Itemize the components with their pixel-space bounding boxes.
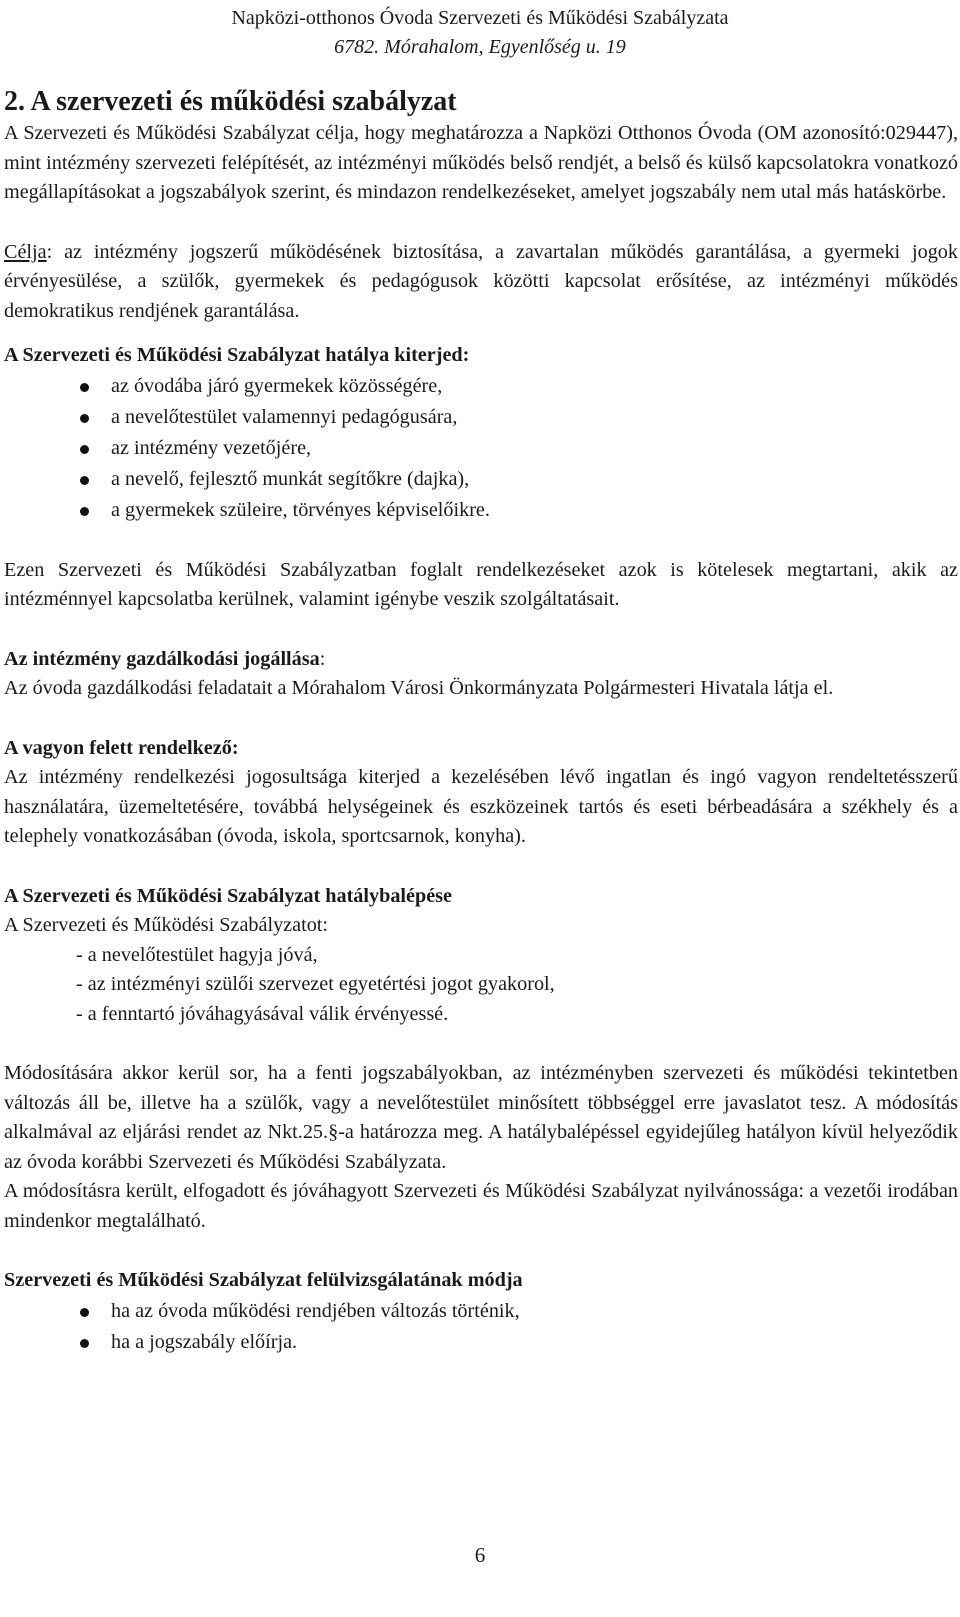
bullet-icon xyxy=(80,1308,89,1317)
list-item xyxy=(4,1327,958,1358)
list-item xyxy=(4,402,958,433)
intro-paragraph: A Szervezeti és Működési Szabályzat célja, hogy meghatározza a Napközi Otthonos Óvoda (OM azonosító:029447), mint intézmény szervezeti felépítését, az intézményi működés belső rendjét, a belső és külső kapcsolatokra vonatkozó megállapításokat a jogszabályok szerint, és mindazon rendelkezéseket, amelyet jogszabály nem utal más hatáskörbe. xyxy=(4,122,958,203)
hatalybalepes-list xyxy=(4,941,958,1030)
hatalya-heading: A Szervezeti és Működési Szabályzat hatálya kiterjed: xyxy=(4,344,470,366)
list-item: - a nevelőtestület hagyja jóvá, xyxy=(76,943,318,966)
list-item-text: az óvodába járó gyermekek közösségére, xyxy=(111,374,443,397)
modositas-paragraph: Módosítására akkor kerül sor, ha a fenti jogszabályokban, az intézményben szervezeti és működési tekintetben változás áll be, illetve ha a szülők, vagy a nevelőtestület minősített többséggel erre javaslatot tesz. A módosítás alkalmával az eljárási rendet az Nkt.25.§-a határozza meg. A hatálybalépéssel egyidejűleg hatályon kívül helyeződik az óvoda korábbi Szervezeti és Működési Szabályzata. xyxy=(4,1062,958,1173)
list-item: - a fenntartó jóváhagyásával válik érvényessé. xyxy=(76,1002,449,1025)
list-item xyxy=(4,464,958,495)
section-title: 2. A szervezeti és működési szabályzat xyxy=(4,86,457,117)
list-item xyxy=(4,1296,958,1327)
list-item xyxy=(4,371,958,402)
list-item-text: a nevelőtestület valamennyi pedagógusára, xyxy=(111,405,458,428)
heading-colon: : xyxy=(319,647,326,670)
list-item-text: a nevelő, fejlesztő munkát segítőkre (dajka), xyxy=(111,467,470,490)
celja-text: : az intézmény jogszerű működésének biztosítása, a zavartalan működés garantálása, a gyermeki jogok érvényesülése, a szülők, gyermekek és pedagógusok közötti kapcsolat erősítése, az intézményi működés demokratikus rendjének garantálása. xyxy=(4,240,958,322)
list-item xyxy=(4,433,958,464)
bullet-icon xyxy=(80,414,89,423)
felulvizsgalat-heading: Szervezeti és Működési Szabályzat felülvizsgálatának módja xyxy=(4,1269,523,1291)
vagyon-text: Az intézmény rendelkezési jogosultsága kiterjed a kezelésében lévő ingatlan és ingó vagyon rendeltetésszerű használatára, üzemeltetésére, továbbá helységeinek és eszközeinek tartós és eseti bérbeadására a székhely és a telephely vonatkozásában (óvoda, iskola, sportcsarnok, konyha). xyxy=(4,766,958,847)
bullet-icon xyxy=(80,383,89,392)
gazdalkodas-heading: Az intézmény gazdálkodási jogállása xyxy=(4,647,320,670)
header-address: 6782. Mórahalom, Egyenlőség u. 19 xyxy=(334,36,626,58)
page-number: 6 xyxy=(474,1543,486,1567)
gazdalkodas-text: Az óvoda gazdálkodási feladatait a Mórahalom Városi Önkormányzata Polgármesteri Hivatala látja el. xyxy=(4,677,834,699)
bullet-icon xyxy=(80,507,89,516)
vagyon-heading: A vagyon felett rendelkező: xyxy=(4,736,239,759)
list-item-text: az intézmény vezetőjére, xyxy=(111,436,312,459)
felulvizsgalat-list xyxy=(4,1296,958,1358)
hatalybalepes-heading: A Szervezeti és Működési Szabályzat hatálybalépése xyxy=(4,884,452,907)
bullet-icon xyxy=(80,476,89,485)
list-item-text: ha az óvoda működési rendjében változás történik, xyxy=(111,1299,520,1322)
gazdalkodas-heading-line xyxy=(4,645,958,675)
list-item-text: a gyermekek szüleire, törvényes képviselőikre. xyxy=(111,498,490,521)
hatalybalepes-intro: A Szervezeti és Működési Szabályzatot: xyxy=(4,914,329,936)
hatalya-list xyxy=(4,371,958,526)
page-header xyxy=(150,4,810,62)
bullet-icon xyxy=(80,1339,89,1348)
document-body xyxy=(4,85,958,1358)
kotelesek-paragraph: Ezen Szervezeti és Működési Szabályzatban foglalt rendelkezéseket azok is kötelesek megtartani, akik az intézménnyel kapcsolatba kerülnek, valamint igénybe veszik szolgáltatásait. xyxy=(4,558,958,610)
bullet-icon xyxy=(80,445,89,454)
header-title: Napközi-otthonos Óvoda Szervezeti és Működési Szabályzata xyxy=(231,7,729,29)
nyilvanossag-paragraph: A módosításra került, elfogadott és jóváhagyott Szervezeti és Működési Szabályzat nyilvánossága: a vezetői irodában mindenkor megtalálható. xyxy=(4,1180,958,1232)
list-item: - az intézményi szülői szervezet egyetértési jogot gyakorol, xyxy=(76,973,555,995)
list-item xyxy=(4,495,958,526)
list-item-text: ha a jogszabály előírja. xyxy=(111,1330,298,1353)
celja-paragraph xyxy=(4,238,958,327)
celja-label: Célja xyxy=(4,240,47,263)
